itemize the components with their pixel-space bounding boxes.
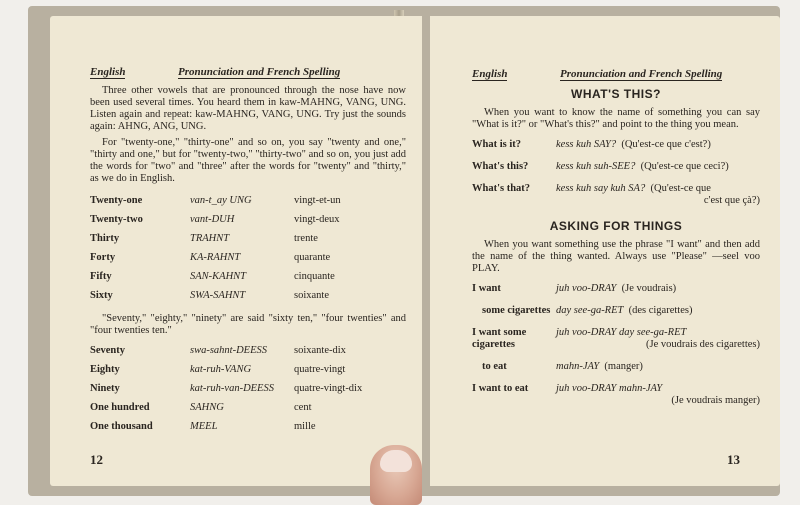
left-page	[50, 16, 422, 486]
whats-this-paragraph: When you want to know the name of something you can say "What is it?" or "What's this?" and point to the thing you mean.	[472, 107, 760, 130]
header-pronunciation: Pronunciation and French Spelling	[178, 66, 341, 78]
thumbnail-nail	[380, 450, 412, 472]
header-english: English	[90, 66, 126, 78]
table-row: Twenty-two vant-DUH vingt-deux	[90, 214, 340, 225]
twenty-paragraph: For "twenty-one," "thirty-one" and so on, you say "twenty and one," "thirty and one," but for "twenty-two," "thirty-two" and so on, you just add the words for "two" and "three" after the words for "twenty" and "thirty," as we do in English.	[90, 137, 406, 184]
table-row: Sixty SWA-SAHNT soixante	[90, 290, 329, 301]
right-page	[430, 16, 780, 486]
whats-this-phrases	[472, 139, 760, 207]
table-row: Ninety kat-ruh-van-DEESS quatre-vingt-dix	[90, 383, 363, 394]
table-row: One thousand MEEL mille	[90, 421, 316, 432]
phrase-row: some cigarettes day see-ga-RET (des cigarettes)	[482, 305, 693, 316]
table-row: Fifty SAN-KAHNT cinquante	[90, 271, 335, 282]
phrase-row: I want to eat juh voo-DRAY mahn-JAY (Je voudrais manger)	[472, 383, 760, 406]
table-row: One hundred SAHNG cent	[90, 402, 312, 413]
asking-title: ASKING FOR THINGS	[549, 219, 683, 233]
numbers-table-1	[90, 191, 406, 305]
table-row: Forty KA-RAHNT quarante	[90, 252, 331, 263]
seventy-paragraph: "Seventy," "eighty," "ninety" are said "sixty ten," "four twenties" and "four twenties ten."	[90, 313, 406, 336]
table-row: Eighty kat-ruh-VANG quatre-vingt	[90, 364, 346, 375]
page-number-right: 13	[727, 452, 740, 467]
phrase-row: What's that? kess kuh say kuh SA? (Qu'est-ce que c'est que çà?)	[472, 183, 760, 206]
phrase-row: I want juh voo-DRAY (Je voudrais)	[472, 283, 677, 294]
page-number-left: 12	[90, 452, 103, 467]
intro-paragraph: Three other vowels that are pronounced through the nose have now been used several times. You heard them in kaw-MAHNG, VANG, UNG. Listen again and repeat: kaw-MAHNG, VANG, UNG. Try just the sounds again: AHNG, ANG, UNG.	[90, 85, 406, 132]
table-row: Seventy swa-sahnt-DEESS soixante-dix	[90, 345, 346, 356]
phrase-row: I want some cigarettes juh voo-DRAY day see-ga-RET (Je voudrais des cigarettes)	[472, 327, 760, 350]
numbers-table-2	[90, 341, 406, 436]
table-row: Twenty-one van-t_ay UNG vingt-et-un	[90, 195, 341, 206]
header-english: English	[472, 68, 508, 80]
left-page-header	[90, 66, 406, 79]
phrase-row: to eat mahn-JAY (manger)	[482, 361, 643, 372]
header-pronunciation: Pronunciation and French Spelling	[560, 68, 723, 80]
asking-phrases	[472, 283, 760, 407]
asking-paragraph: When you want something use the phrase "I want" and then add the name of the thing wanted. Always use "Please" —seel voo PLAY.	[472, 239, 760, 274]
phrase-row: What is it? kess kuh SAY? (Qu'est-ce que c'est?)	[472, 139, 711, 150]
table-row: Thirty TRAHNT trente	[90, 233, 318, 244]
right-page-header	[472, 68, 760, 81]
phrase-row: What's this? kess kuh suh-SEE? (Qu'est-ce que ceci?)	[472, 161, 729, 172]
whats-this-title: WHAT'S THIS?	[571, 87, 661, 101]
